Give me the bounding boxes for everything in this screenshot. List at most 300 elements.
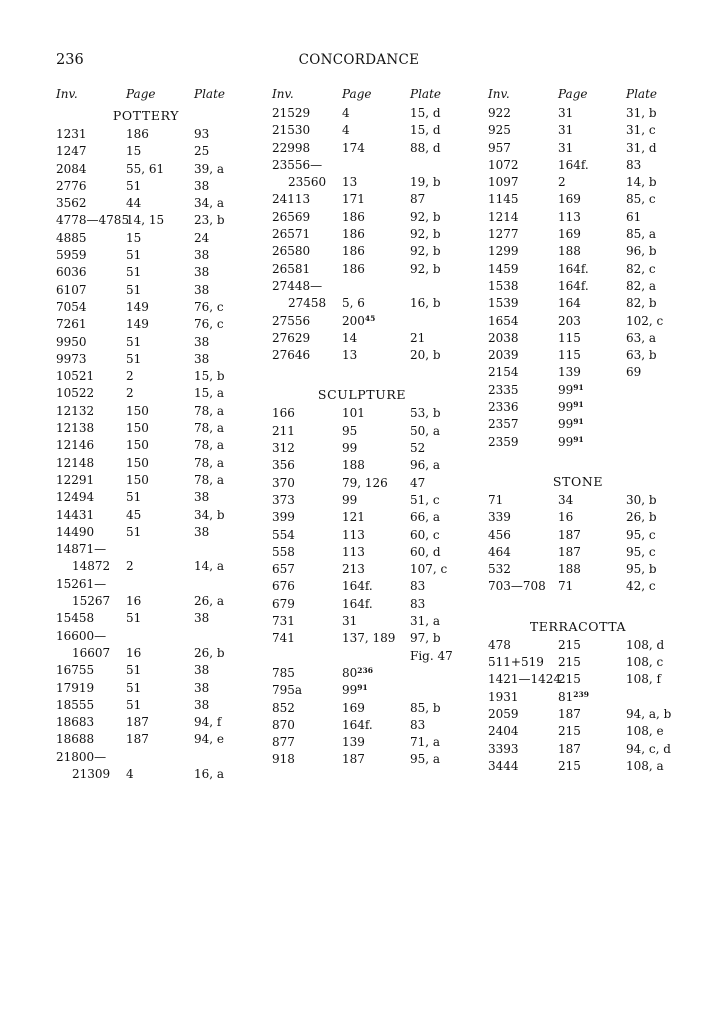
page-reference: [126, 731, 149, 748]
page-reference: [126, 212, 164, 229]
page-value: 51: [126, 680, 142, 695]
concordance-row: [56, 472, 256, 489]
inventory-number: 12291: [56, 472, 95, 487]
page-value: 2: [126, 559, 134, 574]
page-reference: [342, 243, 365, 260]
page-value: 14: [342, 330, 358, 345]
plate-reference: 76, c: [194, 317, 224, 332]
page-value: 149: [126, 317, 149, 332]
plate-reference: 61: [626, 209, 642, 224]
inventory-number: 456: [488, 527, 511, 542]
page-value: 164: [558, 296, 581, 311]
page-title: CONCORDANCE: [298, 52, 420, 68]
inv-column-label: Inv.: [56, 87, 78, 101]
plate-reference: 107, c: [410, 562, 448, 577]
page-reference: [126, 714, 149, 731]
inventory-number: 16755: [56, 663, 95, 678]
column-header-row: [488, 87, 688, 105]
plate-reference: 38: [194, 265, 210, 280]
concordance-row: [272, 457, 472, 474]
plate-reference: 78, a: [194, 455, 225, 470]
inventory-number: 27646: [272, 348, 311, 363]
concordance-row: [56, 576, 256, 593]
concordance-row: [488, 509, 688, 526]
plate-reference: 20, b: [410, 348, 441, 363]
footnote-marker: 45: [364, 313, 376, 323]
concordance-row: [56, 645, 256, 662]
inventory-number: 1072: [488, 157, 519, 172]
page-value: 4: [126, 766, 134, 781]
page-value: 200: [342, 313, 365, 328]
section-title: STONE: [552, 473, 604, 489]
page-reference: [342, 630, 395, 647]
plate-reference: 78, a: [194, 472, 225, 487]
page-reference: [558, 434, 584, 451]
inventory-number: 2359: [488, 434, 519, 449]
page-value: 186: [342, 244, 365, 259]
plate-reference: 85, c: [626, 192, 656, 207]
page-reference: [126, 472, 149, 489]
page-value: 171: [342, 192, 365, 207]
page-reference: [342, 313, 375, 330]
page-reference: [342, 330, 357, 347]
section-spacer: [488, 451, 688, 471]
plate-reference: 34, b: [194, 507, 225, 522]
page-reference: [342, 596, 373, 613]
inventory-number: 1214: [488, 209, 519, 224]
plate-reference: 15, d: [410, 106, 441, 120]
inventory-number: 21800—: [56, 749, 107, 764]
inventory-number: 14872: [72, 559, 111, 574]
concordance-row: [272, 717, 472, 734]
plate-reference: 16, a: [194, 766, 225, 781]
page-value: 51: [126, 248, 142, 263]
page-value: 51: [126, 265, 142, 280]
page-value: 31: [558, 123, 574, 138]
plate-reference: 96, b: [626, 244, 657, 259]
page-reference: [342, 717, 373, 734]
page-reference: [558, 399, 584, 416]
page-reference: [558, 758, 581, 775]
inventory-number: 9973: [56, 351, 87, 366]
plate-reference: 108, f: [626, 672, 661, 687]
page-reference: [126, 299, 149, 316]
inventory-number: 1277: [488, 227, 519, 242]
inventory-number: 370: [272, 475, 295, 490]
inventory-number: 14490: [56, 524, 95, 539]
inventory-number: 26571: [272, 227, 311, 242]
inventory-number: 2404: [488, 724, 519, 739]
page-value: 215: [558, 724, 581, 739]
concordance-row: [488, 741, 688, 758]
section-heading: [56, 105, 256, 126]
page-reference: [342, 140, 365, 157]
page-reference: [558, 561, 581, 578]
plate-reference: 38: [194, 611, 210, 626]
inventory-number: 464: [488, 544, 511, 559]
inventory-number: 12132: [56, 403, 95, 418]
page-value: 99: [342, 441, 358, 456]
section-heading: [272, 384, 472, 405]
concordance-row: [488, 382, 688, 399]
plate-reference: 31, a: [410, 614, 441, 629]
concordance-row: [272, 174, 472, 191]
page-value: 51: [126, 351, 142, 366]
page-reference: [126, 645, 141, 662]
inventory-number: 22998: [272, 140, 311, 155]
page-value: 15: [126, 144, 142, 159]
inventory-number: 1145: [488, 192, 519, 207]
page-number: 236: [56, 52, 84, 68]
inventory-number: 731: [272, 614, 295, 629]
page-reference: [558, 492, 573, 509]
concordance-row: [56, 282, 256, 299]
concordance-row: [56, 593, 256, 610]
page-reference: [342, 105, 350, 122]
page-value: 99: [342, 683, 358, 698]
inventory-number: 957: [488, 140, 511, 155]
plate-reference: 38: [194, 524, 210, 539]
inventory-number: 14871—: [56, 542, 107, 557]
page-reference: [558, 295, 581, 312]
page-value: 215: [558, 758, 581, 773]
inventory-number: 23560: [288, 175, 327, 190]
concordance-row: [272, 405, 472, 422]
page-value: 51: [126, 490, 142, 505]
page-value: 164f.: [558, 278, 589, 293]
page-reference: [342, 734, 365, 751]
page-reference: [558, 382, 584, 399]
concordance-row: [56, 143, 256, 160]
inventory-number: 373: [272, 492, 295, 507]
page-reference: [126, 437, 149, 454]
inventory-number: 2357: [488, 417, 519, 432]
page-reference: [126, 403, 149, 420]
page-reference: [126, 662, 141, 679]
page-reference: [558, 741, 581, 758]
inventory-number: 21309: [72, 766, 111, 781]
concordance-row: [56, 403, 256, 420]
plate-reference: 108, c: [626, 655, 664, 670]
concordance-row: [56, 195, 256, 212]
page-value: 2: [126, 369, 134, 384]
inventory-number: 852: [272, 700, 295, 715]
concordance-row: [488, 191, 688, 208]
footnote-marker: 91: [573, 382, 584, 392]
concordance-row: [56, 368, 256, 385]
page-value: 51: [126, 282, 142, 297]
concordance-row: [488, 654, 688, 671]
plate-reference: 42, c: [626, 579, 656, 594]
page-reference: [342, 578, 373, 595]
inventory-number: 356: [272, 458, 295, 473]
page-value: 5, 6: [342, 296, 365, 311]
plate-reference: 38: [194, 663, 210, 678]
inventory-number: 14431: [56, 507, 95, 522]
concordance-row: [56, 610, 256, 627]
plate-reference: 23, b: [194, 213, 225, 228]
page-reference: [126, 697, 141, 714]
page-reference: [342, 613, 357, 630]
plate-reference: 38: [194, 490, 210, 505]
page-reference: [342, 405, 365, 422]
page-reference: [558, 347, 581, 364]
page-value: 51: [126, 334, 142, 349]
page-value: 99: [558, 400, 574, 415]
page-reference: [558, 261, 589, 278]
concordance-row: [488, 209, 688, 226]
concordance-row: [56, 749, 256, 766]
page-reference: [126, 385, 134, 402]
concordance-row: [56, 541, 256, 558]
inventory-number: 511+519: [488, 655, 544, 670]
plate-reference: 95, c: [626, 527, 656, 542]
concordance-row: [56, 489, 256, 506]
concordance-row: [488, 122, 688, 139]
inventory-number: 1539: [488, 296, 519, 311]
concordance-row: [488, 313, 688, 330]
concordance-row: [56, 766, 256, 783]
concordance-row: [272, 630, 472, 647]
page-value: 215: [558, 637, 581, 652]
plate-reference: 39, a: [194, 161, 225, 176]
page-value: 169: [558, 227, 581, 242]
page-value: 213: [342, 562, 365, 577]
page-reference: [342, 295, 365, 312]
concordance-row: [272, 509, 472, 526]
page-reference: [342, 347, 357, 364]
inventory-number: 2038: [488, 330, 519, 345]
concordance-row: [56, 697, 256, 714]
plate-reference: 108, e: [626, 724, 664, 739]
page-value: 186: [342, 209, 365, 224]
plate-reference: 63, b: [626, 348, 657, 363]
footnote-marker: 91: [573, 434, 584, 444]
plate-reference: 31, d: [626, 140, 657, 155]
inventory-number: 2084: [56, 161, 87, 176]
page-value: 139: [558, 365, 581, 380]
page-reference: [342, 509, 365, 526]
concordance-row: [272, 295, 472, 312]
page-value: 99: [342, 492, 358, 507]
page-reference: [126, 489, 141, 506]
concordance-row: [488, 399, 688, 416]
concordance-row: [488, 671, 688, 688]
page-reference: [342, 492, 357, 509]
plate-reference: 88, d: [410, 140, 441, 155]
inventory-number: 785: [272, 665, 295, 680]
page-value: 164f.: [558, 261, 589, 276]
page-value: 150: [126, 472, 149, 487]
concordance-row: [488, 174, 688, 191]
plate-reference: 26, a: [194, 594, 225, 609]
section-spacer: [272, 364, 472, 384]
page-reference: [558, 191, 581, 208]
page-value: 14, 15: [126, 213, 165, 228]
page-reference: [126, 351, 141, 368]
page-reference: [558, 527, 581, 544]
concordance-row: [56, 437, 256, 454]
page-reference: [558, 578, 573, 595]
footnote-marker: 91: [573, 417, 584, 427]
inventory-number: 27458: [288, 296, 327, 311]
concordance-column-1: [56, 87, 256, 783]
page-value: 215: [558, 672, 581, 687]
page-reference: [558, 671, 581, 688]
inventory-number: 312: [272, 441, 295, 456]
plate-reference: 96, a: [410, 458, 441, 473]
footnote-marker: 236: [357, 665, 373, 675]
page-value: 187: [558, 741, 581, 756]
inventory-number: 12148: [56, 455, 95, 470]
page-value: 187: [558, 527, 581, 542]
page-value: 169: [342, 700, 365, 715]
concordance-row: [272, 544, 472, 561]
page-value: 188: [342, 458, 365, 473]
concordance-row: [56, 385, 256, 402]
plate-reference: 94, e: [194, 732, 224, 747]
concordance-row: [272, 313, 472, 330]
concordance-row: [488, 706, 688, 723]
plate-reference: 78, a: [194, 421, 225, 436]
page-value: 16: [126, 645, 142, 660]
page-reference: [342, 665, 373, 682]
plate-reference: 38: [194, 334, 210, 349]
page-column-label: Page: [342, 87, 372, 101]
concordance-row: [272, 226, 472, 243]
page-reference: [126, 558, 134, 575]
plate-reference: 53, b: [410, 406, 441, 421]
page-value: 186: [342, 261, 365, 276]
plate-reference: 92, b: [410, 227, 441, 242]
plate-reference: 83: [410, 717, 426, 732]
page-reference: [126, 593, 141, 610]
inventory-number: 10522: [56, 386, 95, 401]
inventory-number: 554: [272, 527, 295, 542]
page-value: 139: [342, 735, 365, 750]
inventory-number: 18683: [56, 715, 95, 730]
page-value: 2: [126, 386, 134, 401]
page-value: 187: [342, 752, 365, 767]
inventory-number: 5959: [56, 248, 87, 263]
inventory-number: 211: [272, 423, 295, 438]
plate-column-label: Plate: [194, 87, 225, 101]
concordance-column-3: [488, 87, 688, 775]
plate-reference: 94, f: [194, 715, 222, 730]
concordance-row: [488, 434, 688, 451]
inventory-number: 27448—: [272, 278, 323, 293]
plate-reference: 87: [410, 192, 426, 207]
inv-column-label: Inv.: [488, 87, 510, 101]
concordance-row: [272, 682, 472, 699]
concordance-row: [488, 226, 688, 243]
plate-reference: 83: [626, 157, 642, 172]
inventory-number: 399: [272, 510, 295, 525]
plate-reference: 51, c: [410, 492, 440, 507]
inventory-number: 17919: [56, 680, 95, 695]
inventory-number: 18688: [56, 732, 95, 747]
plate-reference: 25: [194, 144, 210, 159]
page-value: 79, 126: [342, 475, 388, 490]
plate-reference: 69: [626, 365, 642, 380]
plate-reference: 94, c, d: [626, 741, 671, 756]
plate-reference: 16, b: [410, 296, 441, 311]
page-reference: [126, 766, 134, 783]
inventory-number: 1097: [488, 175, 519, 190]
page-value: 31: [558, 140, 574, 155]
plate-reference: 71, a: [410, 735, 441, 750]
inventory-number: 71: [488, 492, 504, 507]
inventory-number: 870: [272, 717, 295, 732]
page-reference: [558, 509, 573, 526]
page-value: 2: [558, 175, 566, 190]
concordance-row: [272, 423, 472, 440]
inventory-number: 3444: [488, 758, 519, 773]
page-value: 99: [558, 434, 574, 449]
plate-column-label: Plate: [626, 87, 657, 101]
page-reference: [126, 507, 141, 524]
plate-reference: 24: [194, 230, 210, 245]
inventory-number: 877: [272, 735, 295, 750]
page-reference: [342, 457, 365, 474]
page-value: 187: [558, 544, 581, 559]
concordance-row: [488, 330, 688, 347]
concordance-row: [272, 734, 472, 751]
concordance-row: [56, 230, 256, 247]
concordance-row: [272, 561, 472, 578]
inventory-number: 18555: [56, 697, 95, 712]
concordance-row: [488, 243, 688, 260]
page-value: 186: [126, 127, 149, 141]
section-spacer: [488, 596, 688, 616]
plate-reference: 47: [410, 475, 426, 490]
concordance-row: [272, 492, 472, 509]
page-value: 16: [558, 510, 574, 525]
plate-reference: 92, b: [410, 209, 441, 224]
inventory-number: 1421—1424: [488, 672, 562, 687]
footnote-marker: 91: [573, 400, 584, 410]
inventory-number: 6036: [56, 265, 87, 280]
plate-reference: 92, b: [410, 244, 441, 259]
page-value: 113: [558, 209, 581, 224]
inventory-number: 2039: [488, 348, 519, 363]
page-reference: [558, 140, 573, 157]
page-reference: [126, 420, 149, 437]
page-reference: [342, 561, 365, 578]
page-reference: [558, 364, 581, 381]
plate-reference: 38: [194, 680, 210, 695]
page-value: 187: [126, 715, 149, 730]
footnote-marker: 239: [573, 689, 589, 699]
inventory-number: 339: [488, 510, 511, 525]
plate-reference: 108, d: [626, 637, 665, 652]
plate-reference: 14, a: [194, 559, 225, 574]
plate-reference: 108, a: [626, 758, 664, 773]
page-value: 31: [342, 614, 358, 629]
page-value: 99: [558, 417, 574, 432]
page-reference: [126, 680, 141, 697]
concordance-row: [272, 243, 472, 260]
plate-reference: 52: [410, 441, 426, 456]
concordance-row: [488, 105, 688, 122]
plate-reference: 83: [410, 579, 426, 594]
inventory-number: 925: [488, 123, 511, 138]
plate-reference: 26, b: [194, 645, 225, 660]
section-heading: [488, 471, 688, 492]
concordance-row: [488, 416, 688, 433]
page-reference: [126, 195, 141, 212]
inventory-number: 4778—4785: [56, 213, 130, 228]
